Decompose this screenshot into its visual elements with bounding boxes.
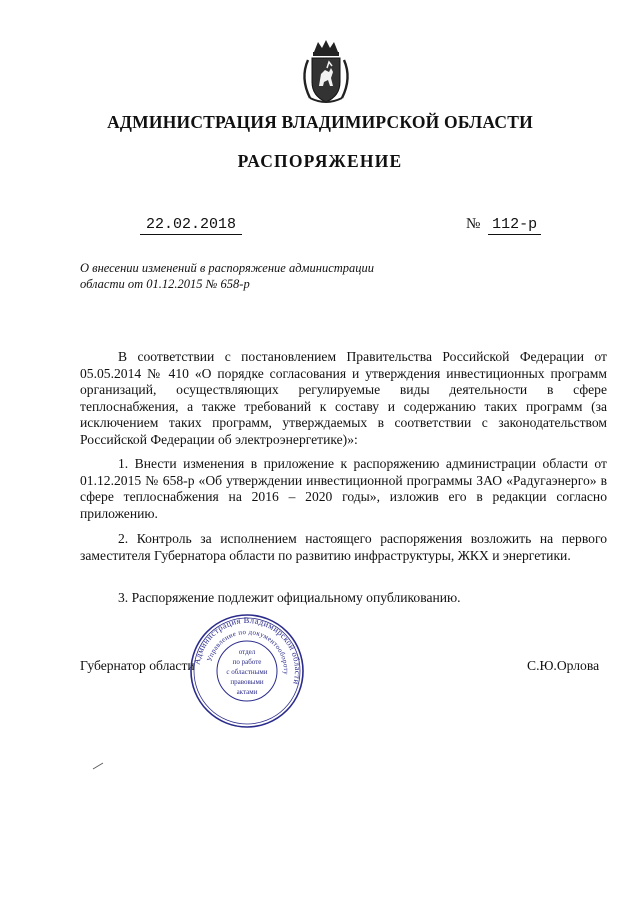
subject-line-1: О внесении изменений в распоряжение администрации	[80, 261, 375, 275]
body-paragraph-preamble: В соответствии с постановлением Правительства Российской Федерации от 05.05.2014 № 410 «О порядке согласования и утверждения инвестиционных программ организаций, осуществляющих регулируемые виды деятельности в сфере теплоснабжения, а также требований к составу и содержанию таких программ (за исключением таких программ, утверждаемых в соответствии с законодательством Российской Федерации об электроэнергетике)»:	[80, 349, 607, 447]
stamp-center-line: по работе	[232, 658, 262, 666]
scan-mark	[92, 762, 104, 770]
organization-title: АДМИНИСТРАЦИЯ ВЛАДИМИРСКОЙ ОБЛАСТИ	[107, 112, 533, 132]
subject-line-2: области от 01.12.2015 № 658-р	[80, 277, 250, 291]
stamp-center-line: актами	[236, 688, 258, 696]
document-type-title: РАСПОРЯЖЕНИЕ	[237, 151, 403, 171]
coat-of-arms-icon	[296, 38, 356, 106]
document-date: 22.02.2018	[140, 216, 242, 235]
document-subject	[80, 260, 410, 292]
signatory-title: Губернатор области	[80, 658, 195, 673]
stamp-outer-text: Управление по документообороту	[205, 627, 291, 676]
stamp-ring-text: Администрация Владимирской области	[191, 614, 304, 686]
document-number-value: 112-р	[488, 216, 541, 235]
body-paragraph-item-1: 1. Внести изменения в приложение к распоряжению администрации области от 01.12.2015 № 658-р «Об утверждении инвестиционной программы ЗАО «Радугаэнерго» в сфере теплоснабжения на 2016 – 2020 годы», изложив его в редакции согласно приложению.	[80, 456, 607, 521]
number-sign: №	[466, 216, 481, 232]
round-seal-stamp-icon	[188, 612, 306, 730]
signatory-name: С.Ю.Орлова	[527, 658, 600, 673]
stamp-center-line: правовыми	[230, 678, 264, 686]
stamp-center-line: с областными	[226, 668, 268, 676]
body-paragraph-item-3: 3. Распоряжение подлежит официальному опубликованию.	[118, 590, 461, 605]
document-number	[466, 216, 541, 233]
body-paragraph-item-2: 2. Контроль за исполнением настоящего распоряжения возложить на первого заместителя Губернатора области по развитию инфраструктуры, ЖКХ и энергетики.	[80, 531, 607, 563]
stamp-center-line: отдел	[238, 648, 256, 656]
